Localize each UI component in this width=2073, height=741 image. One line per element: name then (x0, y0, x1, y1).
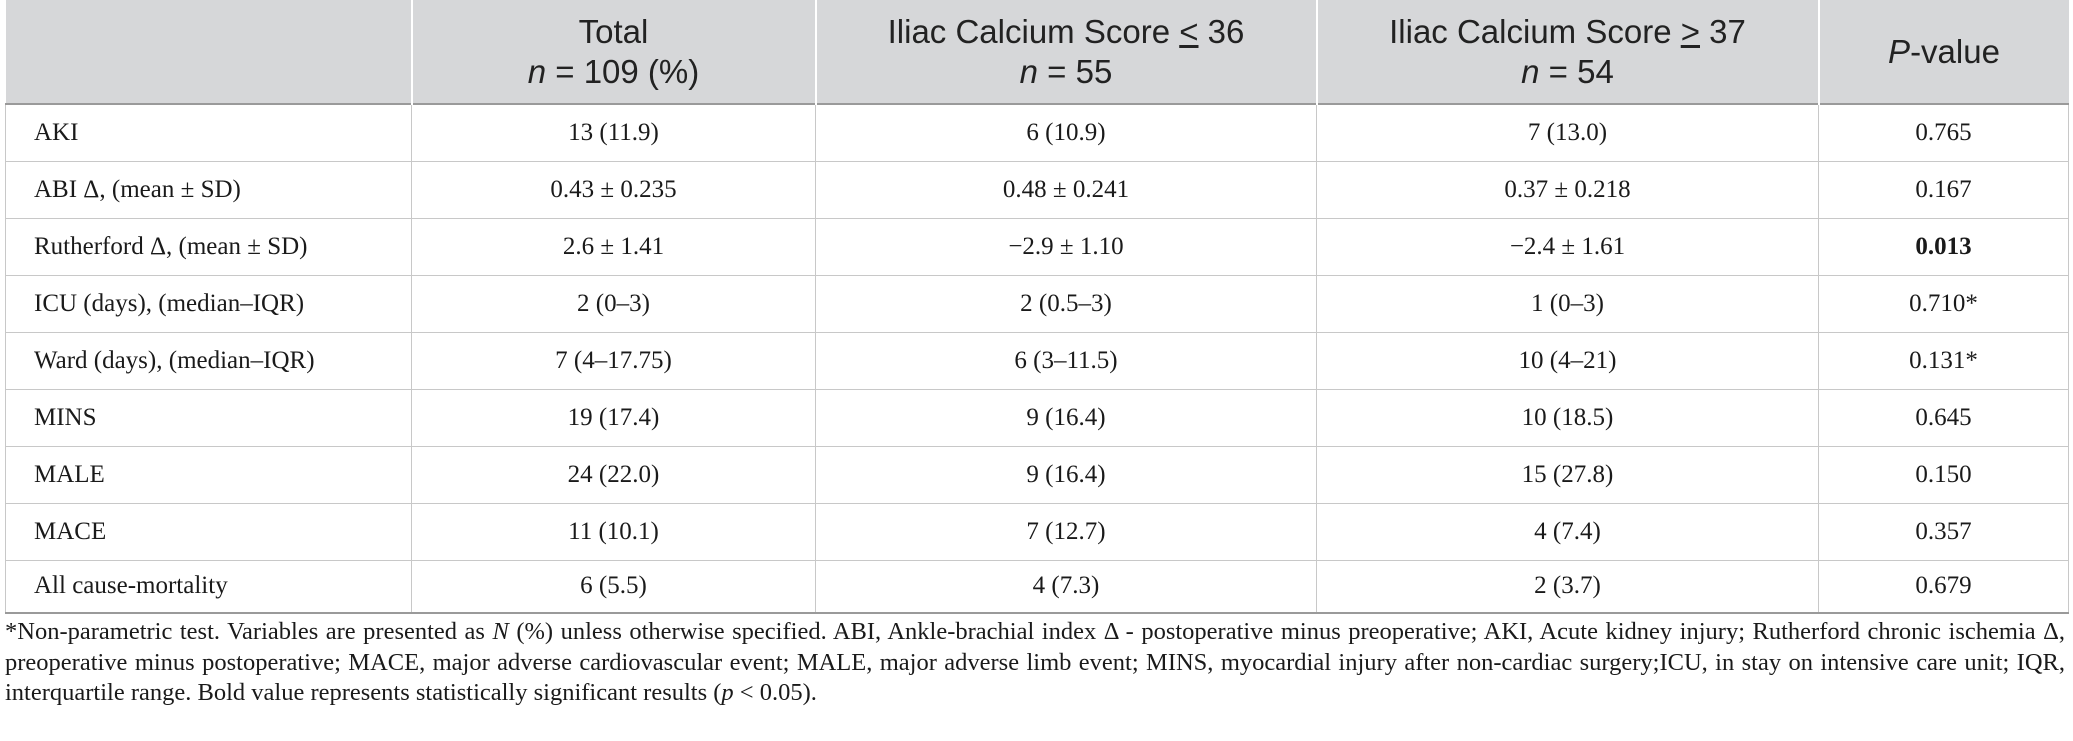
total-cell: 13 (11.9) (412, 104, 816, 161)
row-label-cell: MALE (6, 446, 412, 503)
low-score-cell: 7 (12.7) (816, 503, 1317, 560)
header-cell-total (412, 0, 816, 104)
high-score-cell: 7 (13.0) (1317, 104, 1819, 161)
results-table (5, 0, 2069, 614)
p-value-cell: 0.645 (1819, 389, 2069, 446)
high-score-cell: −2.4 ± 1.61 (1317, 218, 1819, 275)
p-value-cell: 0.131* (1819, 332, 2069, 389)
table-row (6, 503, 2069, 560)
row-label-cell: ICU (days), (median–IQR) (6, 275, 412, 332)
high-score-cell: 10 (18.5) (1317, 389, 1819, 446)
header-cell-p-value (1819, 0, 2069, 104)
total-cell: 24 (22.0) (412, 446, 816, 503)
p-value-cell: 0.710* (1819, 275, 2069, 332)
low-score-cell: 6 (3–11.5) (816, 332, 1317, 389)
p-value-cell: 0.765 (1819, 104, 2069, 161)
header-cell-low-score (816, 0, 1317, 104)
table-row (6, 332, 2069, 389)
header-low-n: n = 55 (1019, 52, 1113, 90)
table-row (6, 275, 2069, 332)
low-score-cell: −2.9 ± 1.10 (816, 218, 1317, 275)
row-label-cell: Ward (days), (median–IQR) (6, 332, 412, 389)
high-score-cell: 2 (3.7) (1317, 560, 1819, 613)
low-score-cell: 4 (7.3) (816, 560, 1317, 613)
table-row (6, 218, 2069, 275)
table-row (6, 389, 2069, 446)
table-header-row (6, 0, 2069, 104)
high-score-cell: 0.37 ± 0.218 (1317, 161, 1819, 218)
total-cell: 6 (5.5) (412, 560, 816, 613)
p-value-cell: 0.167 (1819, 161, 2069, 218)
low-score-cell: 0.48 ± 0.241 (816, 161, 1317, 218)
high-score-cell: 15 (27.8) (1317, 446, 1819, 503)
header-cell-variable (6, 0, 412, 104)
total-cell: 2 (0–3) (412, 275, 816, 332)
header-high-n: n = 54 (1521, 52, 1614, 90)
high-score-cell: 4 (7.4) (1317, 503, 1819, 560)
table-row (6, 104, 2069, 161)
total-cell: 19 (17.4) (412, 389, 816, 446)
total-cell: 11 (10.1) (412, 503, 816, 560)
row-label-cell: ABI Δ, (mean ± SD) (6, 161, 412, 218)
low-score-cell: 6 (10.9) (816, 104, 1317, 161)
row-label-cell: MACE (6, 503, 412, 560)
header-cell-high-score (1317, 0, 1819, 104)
p-value-cell: 0.150 (1819, 446, 2069, 503)
table-row (6, 161, 2069, 218)
high-score-cell: 1 (0–3) (1317, 275, 1819, 332)
header-total-n: n = 109 (%) (527, 52, 700, 90)
low-score-cell: 9 (16.4) (816, 446, 1317, 503)
table-row (6, 446, 2069, 503)
high-score-cell: 10 (4–21) (1317, 332, 1819, 389)
total-cell: 0.43 ± 0.235 (412, 161, 816, 218)
header-high-title: Iliac Calcium Score > 37 (1389, 12, 1746, 50)
header-p-title: P-value (1888, 32, 2000, 70)
header-low-title: Iliac Calcium Score < 36 (887, 12, 1245, 50)
low-score-cell: 2 (0.5–3) (816, 275, 1317, 332)
row-label-cell: All cause-mortality (6, 560, 412, 613)
total-cell: 2.6 ± 1.41 (412, 218, 816, 275)
total-cell: 7 (4–17.75) (412, 332, 816, 389)
header-total-title: Total (578, 12, 649, 50)
low-score-cell: 9 (16.4) (816, 389, 1317, 446)
table-footnote: *Non-parametric test. Variables are presented as N (%) unless otherwise specified. ABI, Ankle-brachial index Δ - postoperative minus preoperative; AKI, Acute kidney injury; Rutherford chronic ischemia Δ, preoperative minus postoperative; MACE, major adverse cardiovascular event; MALE, major adverse limb event; MINS, myocardial injury after non-cardiac surgery;ICU, in stay on intensive care unit; IQR, interquartile range. Bold value represents statistically significant results (p < 0.05). (5, 618, 2065, 706)
row-label-cell: Rutherford Δ, (mean ± SD) (6, 218, 412, 275)
p-value-cell: 0.357 (1819, 503, 2069, 560)
p-value-cell: 0.679 (1819, 560, 2069, 613)
results-table-container (5, 0, 2068, 614)
table-row (6, 560, 2069, 613)
p-value-cell: 0.013 (1819, 218, 2069, 275)
row-label-cell: MINS (6, 389, 412, 446)
table-body (6, 104, 2069, 613)
row-label-cell: AKI (6, 104, 412, 161)
